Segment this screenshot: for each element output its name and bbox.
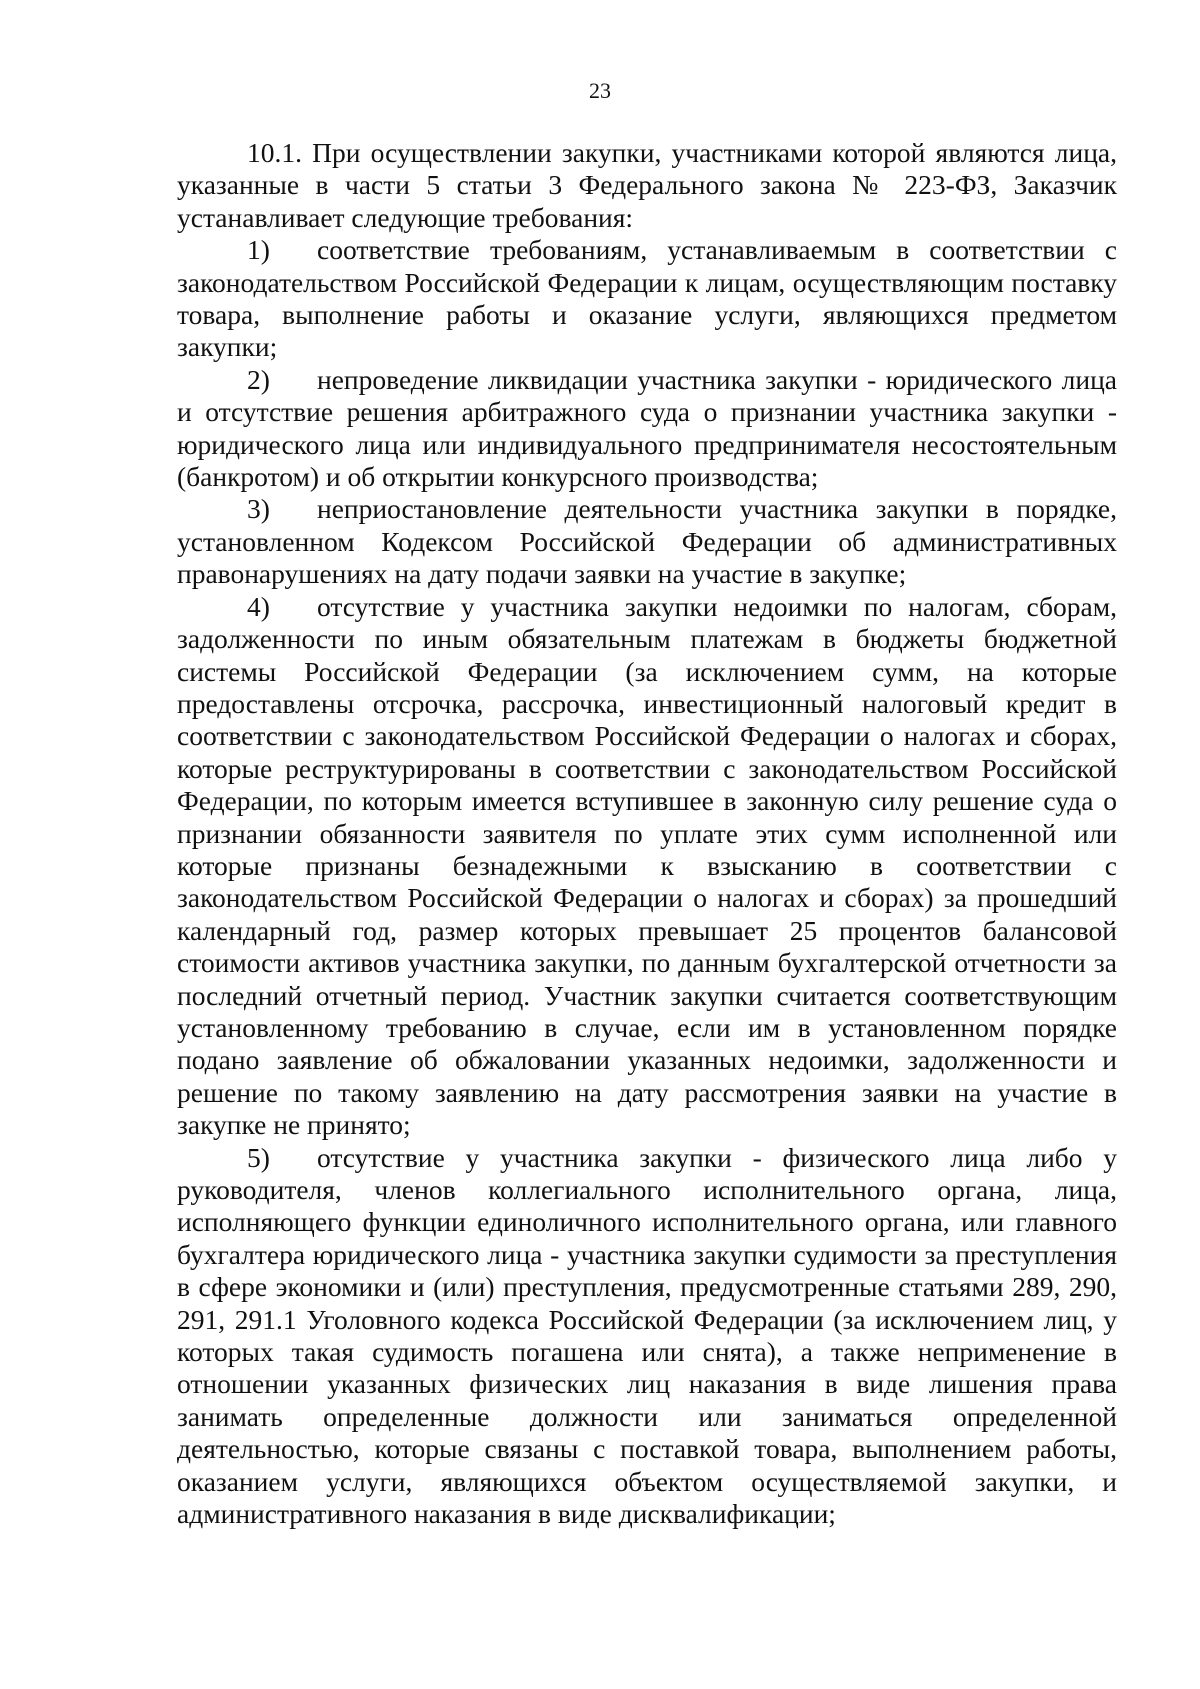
list-item-text: соответствие требованиям, устанавливаемым в соответствии с законодательством Российской Федерации к лицам, осуществляющим поставку товара, выполнение работы и оказание услуги, являющихся предметом закупки; bbox=[177, 234, 1117, 363]
list-item bbox=[177, 493, 1117, 590]
list-item-text: непроведение ликвидации участника закупки - юридического лица и отсутствие решения арбитражного суда о признании участника закупки - юридического лица или индивидуального предпринимателя несостоятельным (банкротом) и об открытии конкурсного производства; bbox=[177, 363, 1117, 493]
list-item-number: 3) bbox=[247, 493, 270, 525]
list-item bbox=[177, 234, 1117, 364]
list-item-text: отсутствие у участника закупки недоимки по налогам, сборам, задолженности по иным обязательным платежам в бюджеты бюджетной системы Российской Федерации (за исключением сумм, на которые предоставлены отсрочка, рассрочка, инвестиционный налоговый кредит в соответствии с законодательством Российской Федерации о налогах и сборах, которые реструктурированы в соответствии с законодательством Российской Федерации, по которым имеется вступившее в законную силу решение суда о признании обязанности заявителя по уплате этих сумм исполненной или которые признаны безнадежными к взысканию в соответствии с законодательством Российской Федерации о налогах и сборах) за прошедший календарный год, размер которых превышает 25 процентов балансовой стоимости активов участника закупки, по данным бухгалтерской отчетности за последний отчетный период. Участник закупки считается соответствующим установленному требованию в случае, если им в установленном порядке подано заявление об обжаловании указанных недоимки, задолженности и решение по такому заявлению на дату рассмотрения заявки на участие в закупке не принято; bbox=[177, 590, 1117, 1141]
list-item-number: 1) bbox=[247, 234, 270, 266]
list-item-number: 4) bbox=[247, 590, 270, 622]
list-item bbox=[177, 364, 1117, 494]
list-item-number: 5) bbox=[247, 1141, 270, 1173]
list-item bbox=[177, 1142, 1117, 1531]
list-item-text: неприостановление деятельности участника закупки в порядке, установленном Кодексом Российской Федерации об административных правонарушениях на дату подачи заявки на участие в закупке; bbox=[177, 493, 1117, 590]
intro-paragraph: 10.1. При осуществлении закупки, участниками которой являются лица, указанные в части 5 статьи 3 Федерального закона № 223-ФЗ, Заказчик устанавливает следующие требования: bbox=[177, 137, 1117, 233]
list-item-number: 2) bbox=[247, 363, 270, 395]
list-item-text: отсутствие у участника закупки - физического лица либо у руководителя, членов коллегиального исполнительного органа, лица, исполняющего функции единоличного исполнительного органа, или главного бухгалтера юридического лица - участника закупки судимости за преступления в сфере экономики и (или) преступления, предусмотренные статьями 289, 290, 291, 291.1 Уголовного кодекса Российской Федерации (за исключением лиц, у которых такая судимость погашена или снята), а также неприменение в отношении указанных физических лиц наказания в виде лишения права занимать определенные должности или заниматься определенной деятельностью, которые связаны с поставкой товара, выполнением работы, оказанием услуги, являющихся объектом осуществляемой закупки, и административного наказания в виде дисквалификации; bbox=[177, 1141, 1117, 1530]
list-item bbox=[177, 591, 1117, 1142]
document-body bbox=[177, 137, 1117, 1530]
page-number: 23 bbox=[589, 78, 611, 103]
